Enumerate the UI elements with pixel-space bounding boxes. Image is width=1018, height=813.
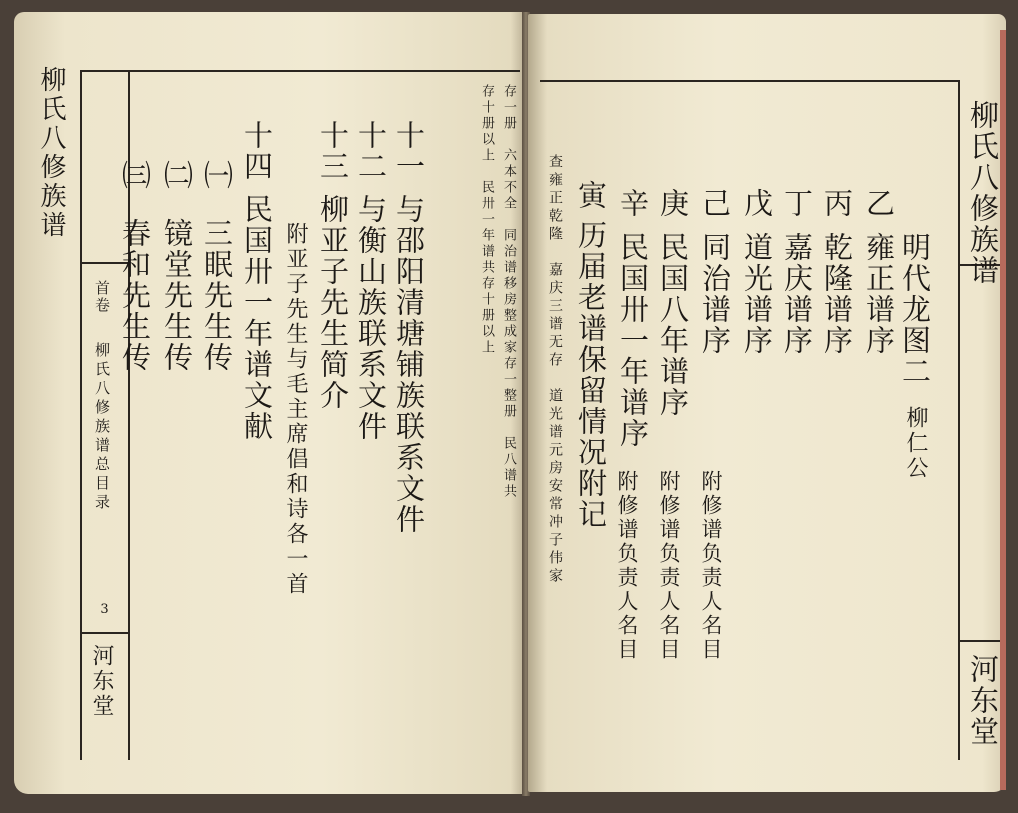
right-top-rule (540, 80, 960, 82)
item-yi-text: 雍正谱序 (862, 232, 896, 356)
item-xin-text: 民国卅一年谱序 (616, 232, 650, 449)
item-ding-text: 嘉庆谱序 (780, 232, 814, 356)
item-14-text: 民国卅一年谱文献 (240, 194, 274, 442)
item-sub1-text: 三眠先生传 (200, 218, 234, 373)
item-14-num: 十四 (240, 120, 274, 182)
note-right: 存一册 六本不全 同治谱移房整成家存一整册 民八谱共 (501, 84, 516, 500)
item-sub3-text: 春和先生传 (118, 218, 152, 373)
right-margin-rule (958, 80, 960, 760)
item-yi-num: 乙 (862, 188, 896, 219)
left-top-rule (80, 70, 520, 72)
item-11-text: 与邵阳清塘铺族联系文件 (392, 194, 426, 535)
item-yin-text: 历届老谱保留情况附记 (574, 220, 608, 530)
margin-volume: 首卷 (93, 280, 111, 314)
item-ding-num: 丁 (780, 188, 814, 219)
note-left: 存十册以上 民卅一年谱共存十册以上 (479, 84, 494, 356)
left-page (14, 12, 526, 794)
item-geng-num: 庚 (656, 188, 690, 219)
item-12-text: 与衡山族联系文件 (354, 194, 388, 442)
right-note: 查雍正乾隆 嘉庆三谱无存 道光谱元房安常冲子伟家 (547, 154, 563, 586)
item-wu-num: 戊 (740, 188, 774, 219)
item-12-num: 十二 (354, 120, 388, 182)
item-bing-num: 丙 (820, 188, 854, 219)
item-bing-text: 乾隆谱序 (820, 232, 854, 356)
item-ji-num: 己 (698, 188, 732, 219)
item-13-num: 十三 (316, 120, 350, 182)
left-publisher: 河东堂 (89, 644, 114, 719)
margin-title: 柳氏八修族谱总目录 (93, 342, 111, 513)
item-13-text: 柳亚子先生简介 (316, 194, 350, 411)
item-yin-num: 寅 (574, 180, 608, 211)
item-wu-text: 道光谱序 (740, 232, 774, 356)
item-ji-text: 同治谱序 (698, 232, 732, 356)
page-number: 3 (97, 602, 112, 618)
item-sub1-num: ㈠ (200, 160, 234, 191)
red-page-edge (1000, 30, 1006, 790)
item-sub3-num: ㈢ (118, 160, 152, 191)
right-page (528, 14, 1006, 792)
item-yin-sub: 附修谱负责人名目 (615, 470, 639, 662)
item-xin-sub: 附修谱负责人名目 (657, 470, 681, 662)
item-11-num: 十一 (392, 120, 426, 182)
title-item: 明代龙图二 (898, 232, 932, 387)
right-footer-rule (958, 640, 1004, 642)
title-author: 柳仁公 (903, 406, 928, 481)
item-geng-sub: 附修谱负责人名目 (699, 470, 723, 662)
item-13-sub: 附亚子先生与毛主席倡和诗各一首 (283, 222, 308, 597)
left-footer-rule (80, 632, 130, 634)
item-xin-num: 辛 (616, 188, 650, 219)
right-header: 柳氏八修族谱 (966, 100, 1000, 286)
item-geng-text: 民国八年谱序 (656, 232, 690, 418)
item-sub2-text: 镜堂先生传 (160, 218, 194, 373)
item-sub2-num: ㈡ (160, 160, 194, 191)
left-header: 柳氏八修族谱 (36, 66, 66, 240)
left-outer-rule (80, 70, 82, 760)
right-publisher: 河东堂 (966, 654, 1000, 747)
